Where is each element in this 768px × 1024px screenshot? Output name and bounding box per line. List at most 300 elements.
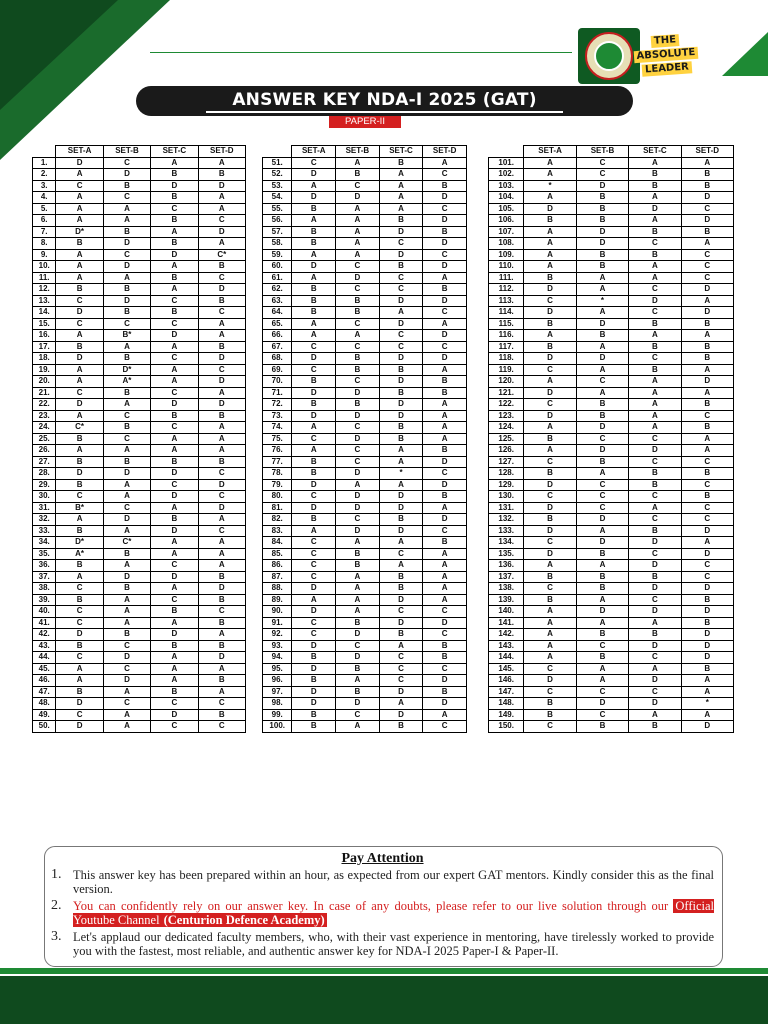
answer-cell: A [56,261,103,273]
answer-cell: A [629,387,681,399]
answer-cell: D [423,479,467,491]
answer-cell: A [379,192,423,204]
answer-cell: B [336,686,380,698]
answer-cell: A* [56,548,103,560]
table-row [489,261,734,273]
answer-cell: A [103,686,150,698]
answer-cell: B [103,583,150,595]
header-rule [150,52,572,53]
answer-cell: A [524,640,576,652]
answer-cell: A [681,686,733,698]
answer-cell: A [524,238,576,250]
page-title: ANSWER KEY NDA-I 2025 (GAT) [206,90,562,113]
answer-cell: C [56,583,103,595]
table-row [489,663,734,675]
answer-cell: B [198,617,245,629]
answer-cell: A [524,629,576,641]
answer-cell: D [292,502,336,514]
answer-cell: A [292,215,336,227]
table-row [263,709,467,721]
answer-cell: A [336,226,380,238]
table-row [263,364,467,376]
question-number: 51. [263,157,292,169]
answer-cell: C [524,491,576,503]
table-row [263,157,467,169]
question-number: 145. [489,663,524,675]
answer-cell: D [292,387,336,399]
table-row [33,215,246,227]
answer-cell: A [56,249,103,261]
answer-cell: C [423,721,467,733]
answer-cell: D [379,502,423,514]
answer-cell: D [629,445,681,457]
answer-cell: C [198,307,245,319]
answer-cell: D [629,537,681,549]
notice-item-text [73,899,714,927]
question-number: 86. [263,560,292,572]
answer-cell: D [198,226,245,238]
answer-cell: A [151,617,198,629]
question-number: 107. [489,226,524,238]
answer-cell: A* [103,376,150,388]
table-row [263,387,467,399]
answer-cell: B [524,341,576,353]
question-number: 117. [489,341,524,353]
table-row [489,652,734,664]
answer-cell: A [629,663,681,675]
answer-cell: D [292,169,336,181]
answer-cell: A [379,307,423,319]
answer-cell: A [103,709,150,721]
answer-cell: B [423,226,467,238]
answer-cell: C [524,721,576,733]
answer-cell: B [681,491,733,503]
answer-cell: B [56,433,103,445]
question-number: 89. [263,594,292,606]
answer-cell: B [336,353,380,365]
table-row [489,721,734,733]
answer-cell: D [151,249,198,261]
answer-cell: B [151,640,198,652]
answer-cell: C [56,318,103,330]
question-number: 121. [489,387,524,399]
question-number: 131. [489,502,524,514]
table-row [33,479,246,491]
answer-cell: B [336,548,380,560]
answer-cell: D* [103,364,150,376]
answer-cell: C [681,249,733,261]
column-header: SET-D [681,146,733,158]
question-number: 97. [263,686,292,698]
answer-cell: B [103,226,150,238]
answer-cell: B [423,652,467,664]
table-row [263,675,467,687]
answer-cell: C [524,583,576,595]
question-number: 52. [263,169,292,181]
table-row [263,307,467,319]
answer-cell: D [423,456,467,468]
table-row [263,445,467,457]
answer-cell: C [524,364,576,376]
column-header: SET-C [151,146,198,158]
table-row [489,203,734,215]
answer-cell: D [681,192,733,204]
table-row [489,468,734,480]
answer-cell: A [423,583,467,595]
table-row [33,341,246,353]
answer-cell: A [198,560,245,572]
question-number: 123. [489,410,524,422]
table-row [263,594,467,606]
table-header-row [263,146,467,158]
paper-label: PAPER-II [329,116,401,128]
answer-cell: C [681,571,733,583]
table-row [489,456,734,468]
answer-cell: B [56,479,103,491]
answer-cell: D [524,353,576,365]
question-number: 29. [33,479,56,491]
answer-cell: B [576,399,628,411]
answer-cell: D [292,479,336,491]
question-number: 110. [489,261,524,273]
table-row [33,663,246,675]
table-row [489,353,734,365]
answer-cell: A [524,560,576,572]
answer-cell: B [524,433,576,445]
answer-cell: C [576,491,628,503]
table-row [263,698,467,710]
answer-cell: D [524,525,576,537]
answer-cell: A [629,422,681,434]
table-row [263,468,467,480]
answer-cell: D [629,606,681,618]
question-number: 139. [489,594,524,606]
table-row [489,479,734,491]
tagline-word-2: ABSOLUTE [633,47,699,63]
answer-cell: D* [56,537,103,549]
answer-cell: D [103,295,150,307]
table-row [33,387,246,399]
youtube-channel-link[interactable]: Official Youtube Channel [73,899,715,927]
answer-cell: A [524,445,576,457]
table-row [263,341,467,353]
table-row [263,284,467,296]
answer-cell: B [151,456,198,468]
table-row [489,640,734,652]
question-number: 15. [33,318,56,330]
answer-cell: D [576,180,628,192]
answer-cell: C [292,341,336,353]
notice-item-text: Let's applaud our dedicated faculty members, who, with their vast experience in mentoring, have tirelessly worked to provide you with the fastest, most reliable, and authentic answer key for NDA-I 2025 Paper-I & Paper-II. [73,930,714,958]
table-row [33,226,246,238]
answer-cell: D [336,433,380,445]
question-number: 142. [489,629,524,641]
answer-cell: C [629,652,681,664]
question-number: 129. [489,479,524,491]
answer-table-2 [262,145,467,733]
answer-cell: A [423,318,467,330]
table-row [33,284,246,296]
answer-cell: A [103,272,150,284]
answer-cell: D [151,629,198,641]
question-number: 135. [489,548,524,560]
answer-cell: A [576,663,628,675]
answer-cell: A [198,433,245,445]
answer-cell: B [103,629,150,641]
answer-cell: A [151,284,198,296]
answer-cell: C [629,284,681,296]
table-row [33,629,246,641]
answer-cell: A [198,318,245,330]
table-row [33,295,246,307]
question-number: 67. [263,341,292,353]
answer-cell: D [292,353,336,365]
answer-cell: B [629,629,681,641]
answer-cell: A [56,571,103,583]
answer-cell: C [629,353,681,365]
table-row [33,583,246,595]
table-row [489,537,734,549]
answer-cell: A [151,433,198,445]
answer-cell: D [336,491,380,503]
question-number: 20. [33,376,56,388]
answer-cell: D [198,284,245,296]
answer-cell: C [379,606,423,618]
answer-cell: C [379,284,423,296]
answer-cell: D [379,399,423,411]
answer-cell: D [524,479,576,491]
answer-cell: C [576,640,628,652]
answer-cell: A [292,525,336,537]
table-row [33,376,246,388]
table-row [33,675,246,687]
answer-cell: A [336,479,380,491]
answer-cell: A [681,433,733,445]
answer-cell: C [151,594,198,606]
answer-cell: D [198,502,245,514]
table-row [263,502,467,514]
answer-cell: D [576,238,628,250]
answer-cell: D [576,698,628,710]
question-number: 2. [33,169,56,181]
answer-cell: B [379,583,423,595]
answer-cell: A [103,215,150,227]
footer-rule [0,968,768,974]
question-number: 43. [33,640,56,652]
answer-cell: C [681,502,733,514]
answer-cell: B [576,548,628,560]
table-row [33,422,246,434]
answer-cell: C [629,238,681,250]
table-row [489,399,734,411]
question-number: 23. [33,410,56,422]
answer-cell: A [103,560,150,572]
table-row [33,594,246,606]
answer-cell: C [103,249,150,261]
table-row [33,353,246,365]
answer-cell: A [423,410,467,422]
answer-cell: B [379,433,423,445]
question-number: 148. [489,698,524,710]
table-row [489,548,734,560]
answer-cell: C [151,698,198,710]
table-row [263,410,467,422]
answer-cell: A [56,445,103,457]
table-row [33,180,246,192]
answer-cell: C [336,709,380,721]
table-row [33,261,246,273]
answer-cell: A [524,169,576,181]
question-number: 130. [489,491,524,503]
answer-cell: A [681,238,733,250]
answer-cell: D [379,376,423,388]
answer-cell: C [423,606,467,618]
answer-cell: D [629,583,681,595]
header-blank [489,146,524,158]
column-header: SET-D [423,146,467,158]
answer-cell: B [56,341,103,353]
question-number: 45. [33,663,56,675]
answer-cell: D [576,606,628,618]
question-number: 1. [33,157,56,169]
notice-item [51,899,714,927]
answer-cell: B [198,675,245,687]
header-blank [33,146,56,158]
answer-cell: B [198,640,245,652]
answer-cell: B [423,376,467,388]
answer-cell: D [292,192,336,204]
answer-cell: C [681,456,733,468]
answer-cell: B [336,169,380,181]
answer-cell: A [103,721,150,733]
answer-cell: C [336,341,380,353]
answer-cell: B [576,571,628,583]
answer-cell: D [423,330,467,342]
table-row [263,686,467,698]
question-number: 81. [263,502,292,514]
answer-cell: A [336,203,380,215]
answer-cell: C [576,433,628,445]
answer-cell: C [103,192,150,204]
answer-cell: D [198,479,245,491]
answer-cell: B [292,284,336,296]
question-number: 80. [263,491,292,503]
table-row [33,330,246,342]
table-row [263,226,467,238]
table-row [489,709,734,721]
notice-item-number: 2. [51,898,62,913]
answer-cell: C [681,261,733,273]
question-number: 37. [33,571,56,583]
answer-cell: A [292,180,336,192]
answer-cell: B [423,284,467,296]
question-number: 49. [33,709,56,721]
academy-logo [578,28,640,84]
answer-cell: A [292,272,336,284]
answer-cell: A [103,525,150,537]
question-number: 10. [33,261,56,273]
question-number: 14. [33,307,56,319]
answer-cell: B [103,284,150,296]
answer-cell: D [423,617,467,629]
table-row [263,560,467,572]
column-header: SET-C [379,146,423,158]
answer-cell: C [423,169,467,181]
answer-cell: B* [103,330,150,342]
answer-cell: A [576,560,628,572]
answer-cell: C [103,433,150,445]
answer-cell: B [379,387,423,399]
answer-cell: D [56,307,103,319]
answer-cell: D [56,629,103,641]
answer-cell: B [379,215,423,227]
answer-cell: A [423,433,467,445]
answer-cell: D [423,215,467,227]
question-number: 95. [263,663,292,675]
answer-cell: B [56,640,103,652]
table-row [33,548,246,560]
answer-cell: B [681,468,733,480]
answer-cell: C* [198,249,245,261]
answer-cell: C [576,686,628,698]
answer-cell: C [292,548,336,560]
answer-cell: C [103,410,150,422]
table-row [263,249,467,261]
answer-cell: B [681,169,733,181]
answer-cell: C [292,537,336,549]
table-row [263,537,467,549]
answer-cell: A [379,479,423,491]
table-row [489,318,734,330]
question-number: 12. [33,284,56,296]
table-row [489,249,734,261]
answer-cell: A [103,445,150,457]
answer-cell: B [629,721,681,733]
answer-cell: D [336,629,380,641]
answer-cell: D [379,410,423,422]
question-number: 134. [489,537,524,549]
answer-cell: D [56,721,103,733]
question-number: 149. [489,709,524,721]
answer-cell: A [423,594,467,606]
answer-cell: A [336,157,380,169]
answer-cell: B [576,203,628,215]
table-row [263,663,467,675]
answer-cell: C [681,272,733,284]
answer-cell: A [629,617,681,629]
answer-cell: B [524,272,576,284]
question-number: 94. [263,652,292,664]
answer-cell: C [336,318,380,330]
answer-cell: B [151,606,198,618]
column-header: SET-B [336,146,380,158]
answer-cell: C [336,284,380,296]
answer-cell: A [576,284,628,296]
answer-cell: D [198,583,245,595]
answer-cell: B [576,583,628,595]
table-row [489,560,734,572]
table-row [33,640,246,652]
answer-cell: A [151,157,198,169]
question-number: 36. [33,560,56,572]
answer-cell: D [292,640,336,652]
answer-cell: A [103,203,150,215]
answer-cell: A [576,594,628,606]
answer-cell: A [423,709,467,721]
notice-item-number: 1. [51,867,62,882]
table-row [489,571,734,583]
question-number: 40. [33,606,56,618]
